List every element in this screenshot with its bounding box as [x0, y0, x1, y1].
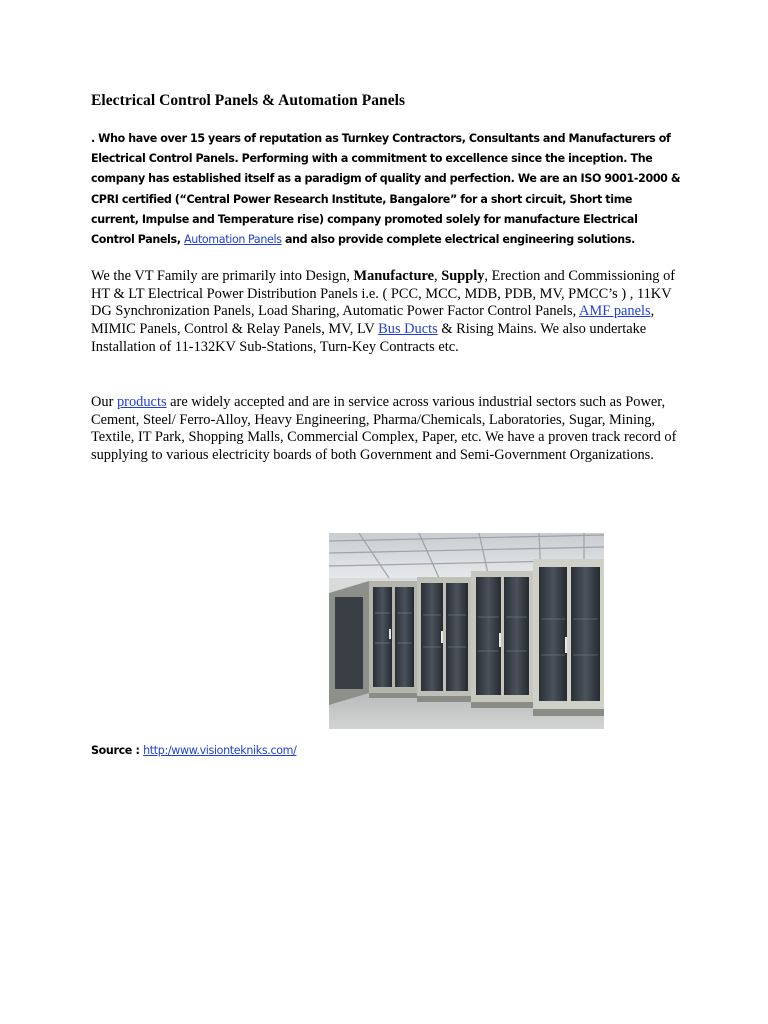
family-text-5: & Rising Mains. We also undertake Installation of 11-132KV Sub-Stations, Turn-Key Contracts etc. [91, 321, 647, 355]
products-paragraph [91, 394, 691, 465]
family-paragraph [91, 268, 691, 357]
family-text-4: , MIMIC Panels, Control & Relay Panels, MV, LV [91, 303, 655, 338]
products-link[interactable]: products [116, 394, 167, 410]
control-panels-photo [329, 533, 604, 729]
supply-bold: Supply [441, 268, 485, 284]
page-title: Electrical Control Panels & Automation Panels [91, 92, 406, 109]
products-text-2: are widely accepted and are in service across various industrial sectors such as Power, Cement, Steel/ Ferro-Alloy, Heavy Engineering, Pharma/Chemicals, Laboratories, Sugar, Mining, Textile, IT Park, Shopping Malls, Commercial Complex, Paper, etc. We have a proven track record of supplying to various electricity boards of both Government and Semi-Government Organizations. [91, 394, 677, 464]
source-label: Source : [91, 744, 144, 757]
source-line [91, 744, 296, 757]
amf-panels-link[interactable]: AMF panels [579, 303, 651, 320]
intro-text-end: and also provide complete electrical engineering solutions. [281, 233, 635, 247]
source-link[interactable]: http:/www.visiontekniks.com/ [143, 744, 297, 757]
automation-panels-link[interactable]: Automation Panels [183, 233, 282, 247]
intro-paragraph [91, 129, 681, 250]
family-text-3: , Erection and Commissioning of HT & LT Electrical Power Distribution Panels i.e. ( PCC, MCC, MDB, PDB, MV, PMCC’s ) , 11KV DG Synchronization Panels, Load Sharing, Automatic Power Factor Control Panels, [91, 268, 676, 320]
intro-text: . Who have over 15 years of reputation as Turnkey Contractors, Consultants and Manufacturers of Electrical Control Panels. Performing with a commitment to excellence since the inception. The company has established itself as a paradigm of quality and perfection. We are an ISO 9001-2000 & CPRI certified (“Central Power Research Institute, Bangalore” for a short circuit, Short time current, Impulse and Temperature rise) company promoted solely for manufacture Electrical Control Panels, [91, 132, 681, 247]
manufacture-bold: Manufacture [353, 268, 434, 284]
family-text-1: We the VT Family are primarily into Design, [91, 268, 354, 284]
family-text-2: , [433, 268, 442, 284]
products-text-1: Our [91, 394, 117, 410]
bus-ducts-link[interactable]: Bus Ducts [378, 321, 438, 338]
